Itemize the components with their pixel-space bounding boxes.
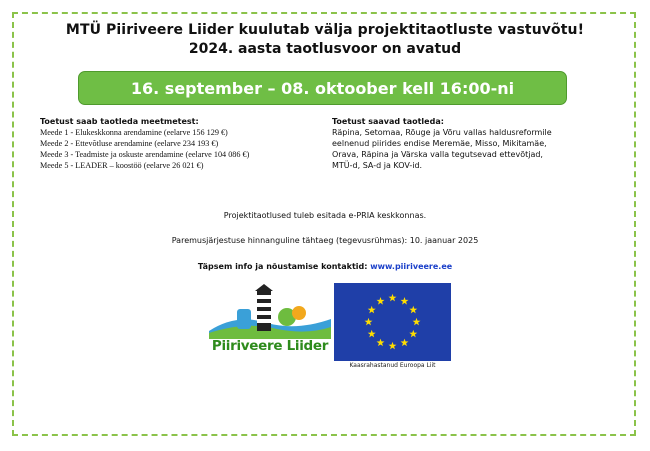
- measure-item: Meede 3 - Teadmiste ja oskuste arendamine (eelarve 104 086 €): [40, 150, 250, 159]
- measures-heading: Toetust saab taotleda meetmetest:: [40, 117, 199, 126]
- date-banner-text: 16. september – 08. oktoober kell 16:00-ni: [130, 78, 515, 98]
- eu-flag-icon: [334, 283, 451, 361]
- applicants-section: [332, 117, 632, 171]
- announcement-title: MTÜ Piiriveere Liider kuulutab välja projektitaotluste vastuvõtu!: [65, 22, 585, 38]
- applicants-line: Orava, Räpina ja Värska valla tegutsevad ettevõtjad,: [332, 150, 543, 159]
- applicants-heading: Toetust saavad taotleda:: [332, 117, 444, 126]
- website-link[interactable]: www.piiriveere.ee: [370, 262, 453, 271]
- contact-label: Täpsem info ja nõustamise kontaktid:: [197, 262, 368, 271]
- deadline-text: Paremusjärjestuse hinnanguline tähtaeg (tegevusrühmas): 10. jaanuar 2025: [171, 236, 479, 245]
- piiriveere-liider-logo: [207, 283, 333, 358]
- applicants-line: Räpina, Setomaa, Rõuge ja Võru vallas haldusreformile: [332, 128, 552, 137]
- measure-item: Meede 2 - Ettevõtluse arendamine (eelarve 234 193 €): [40, 139, 219, 148]
- announcement-subtitle: 2024. aasta taotlusvoor on avatud: [188, 41, 462, 57]
- measure-item: Meede 5 - LEADER – koostöö (eelarve 26 021 €): [40, 161, 204, 170]
- measure-item: Meede 1 - Elukeskkonna arendamine (eelarve 156 129 €): [40, 128, 228, 137]
- logo-text: Piiriveere Liider: [211, 338, 329, 354]
- submission-text: Projektitaotlused tuleb esitada e-PRIA keskkonnas.: [223, 211, 427, 220]
- applicants-line: MTÜ-d, SA-d ja KOV-id.: [332, 161, 423, 170]
- eu-caption: Kaasrahastanud Euroopa Liit: [349, 362, 436, 369]
- lighthouse-icon: [207, 283, 333, 341]
- contact-line: [0, 262, 650, 271]
- applicants-line: eelnenud piirides endise Meremäe, Misso, Mikitamäe,: [332, 139, 547, 148]
- date-banner: [78, 71, 567, 105]
- measures-section: [40, 117, 320, 171]
